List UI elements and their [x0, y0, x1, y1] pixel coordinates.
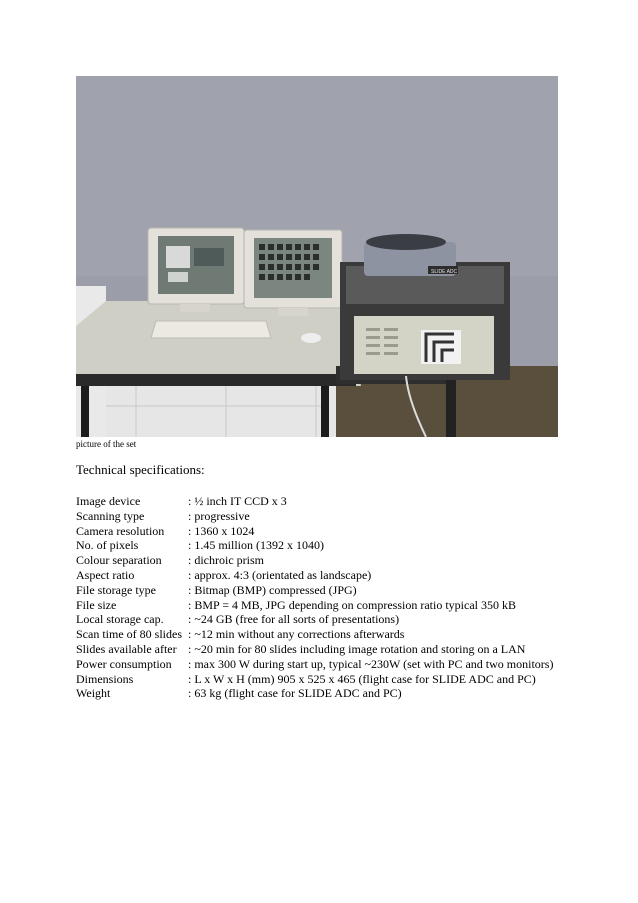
spec-label: Power consumption [76, 656, 172, 671]
spec-value: : ~12 min without any corrections afterwards [188, 627, 405, 642]
photo-caption: picture of the set [76, 439, 137, 449]
spec-row [76, 598, 616, 613]
spec-row [76, 642, 616, 657]
spec-label: File storage type [76, 582, 156, 597]
spec-value: : ~20 min for 80 slides including image rotation and storing on a LAN [188, 641, 526, 656]
spec-value: : dichroic prism [188, 553, 264, 568]
spec-label: Weight [76, 686, 111, 701]
spec-row [76, 509, 616, 524]
spec-row [76, 686, 616, 701]
spec-label: Camera resolution [76, 523, 165, 538]
spec-value: : ~24 GB (free for all sorts of presentations) [188, 612, 400, 627]
spec-row [76, 612, 616, 627]
spec-value: : approx. 4:3 (orientated as landscape) [188, 567, 372, 582]
equipment-photo [76, 76, 558, 437]
spec-value: : Bitmap (BMP) compressed (JPG) [188, 582, 357, 597]
spec-row [76, 672, 616, 687]
projector-label: SLIDE ADC [431, 269, 458, 275]
spec-row [76, 657, 616, 672]
spec-row [76, 568, 616, 583]
spec-row [76, 538, 616, 553]
spec-label: Slides available after [76, 641, 177, 656]
spec-label: Dimensions [76, 671, 134, 686]
specs-heading: Technical specifications: [76, 462, 205, 477]
spec-label: Aspect ratio [76, 567, 135, 582]
spec-value: : 63 kg (flight case for SLIDE ADC and PC) [188, 686, 402, 701]
spec-row [76, 583, 616, 598]
spec-value: : BMP = 4 MB, JPG depending on compression ratio typical 350 kB [188, 597, 516, 612]
spec-value: : ½ inch IT CCD x 3 [188, 494, 287, 508]
spec-label: Local storage cap. [76, 612, 164, 627]
spec-value: : L x W x H (mm) 905 x 525 x 465 (flight case for SLIDE ADC and PC) [188, 671, 536, 686]
spec-value: : max 300 W during start up, typical ~230W (set with PC and two monitors) [188, 656, 554, 671]
spec-value: : 1360 x 1024 [188, 523, 255, 538]
specs-list [76, 494, 616, 701]
spec-label: Colour separation [76, 553, 162, 568]
spec-label: File size [76, 597, 117, 612]
spec-row [76, 627, 616, 642]
spec-value: : 1.45 million (1392 x 1040) [188, 538, 324, 553]
spec-label: Scan time of 80 slides [76, 627, 182, 642]
spec-label: Image device [76, 494, 141, 508]
spec-label: Scanning type [76, 508, 145, 523]
spec-row [76, 524, 616, 539]
spec-row [76, 553, 616, 568]
spec-value: : progressive [188, 508, 250, 523]
spec-label: No. of pixels [76, 538, 139, 553]
spec-row [76, 494, 616, 509]
